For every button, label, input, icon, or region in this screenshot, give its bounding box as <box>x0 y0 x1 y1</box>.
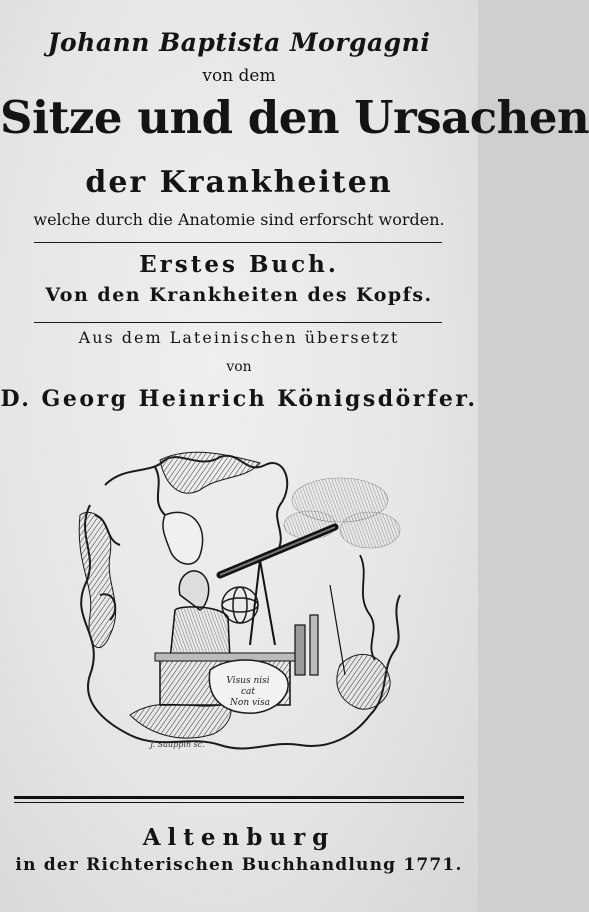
by-text: von <box>226 359 252 375</box>
divider-rule <box>34 322 442 323</box>
motto-line-3: Non visa <box>230 698 270 708</box>
main-title: Sitze und den Ursachen <box>0 91 589 144</box>
motto-line-1: Visus nisi <box>226 676 270 686</box>
drapery <box>163 512 203 564</box>
book-subject: Von den Krankheiten des Kopfs. <box>45 284 433 306</box>
motto-line-2: cat <box>240 687 256 697</box>
engraver-signature: J. Sauppin sc. <box>150 740 205 749</box>
subtitle: welche durch die Anatomie sind erforscht worden. <box>33 210 445 229</box>
translator-name: D. Georg Heinrich Königsdörfer. <box>0 386 478 412</box>
translation-note: Aus dem Lateinischen übersetzt <box>78 328 400 347</box>
imprint-place: Altenburg <box>142 824 336 851</box>
divider-rule <box>34 242 442 243</box>
title-continuation: der Krankheiten <box>85 165 393 200</box>
scholar-figure <box>170 571 230 660</box>
book-number: Erstes Buch. <box>139 251 339 278</box>
footer-rule-thin <box>14 802 464 803</box>
motto-cartouche <box>209 660 288 713</box>
footer-rule-thick <box>14 796 464 799</box>
author-name: Johann Baptista Morgagni <box>47 28 431 57</box>
imprint-publisher: in der Richterischen Buchhandlung 1771. <box>15 855 463 875</box>
connector-text: von dem <box>202 66 276 86</box>
engraved-vignette <box>70 445 410 765</box>
